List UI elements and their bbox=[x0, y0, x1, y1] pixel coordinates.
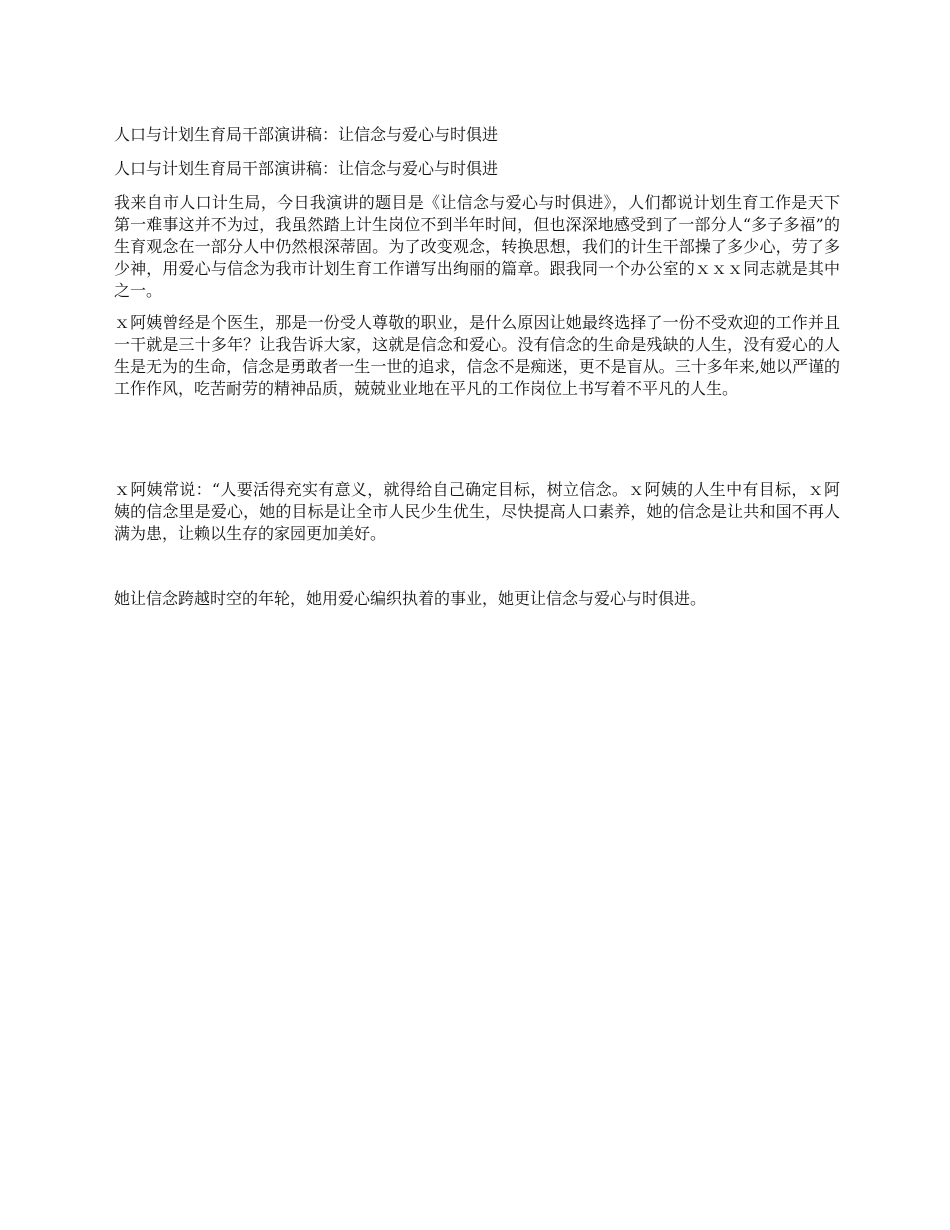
paragraph-closing: 她让信念跨越时空的年轮，她用爱心编织执着的事业，她更让信念与爱心与时俱进。 bbox=[114, 589, 707, 608]
document-page bbox=[114, 124, 840, 610]
paragraph-intro: 我来自市人口计生局，今日我演讲的题目是《让信念与爱心与时俱进》，人们都说计划生育工作是天下第一难事这并不为过，我虽然踏上计生岗位不到半年时间，但也深深地感受到了一部分人“多子多福”的生育观念在一部分人中仍然根深蒂固。为了改变观念，转换思想，我们的计生干部操了多少心，劳了多少神，用爱心与信念为我市计划生育工作谱写出绚丽的篇章。跟我同一个办公室的ｘｘｘ同志就是其中之一。 bbox=[114, 193, 840, 300]
paragraph-quote: ｘ阿姨常说：“人要活得充实有意义，就得给自己确定目标，树立信念。ｘ阿姨的人生中有目标，ｘ阿姨的信念里是爱心，她的目标是让全市人民少生优生，尽快提高人口素养，她的信念是让共和国不再人满为患，让赖以生存的家园更加美好。 bbox=[114, 480, 840, 543]
document-title: 人口与计划生育局干部演讲稿：让信念与爱心与时俱进 bbox=[114, 125, 499, 144]
document-subtitle: 人口与计划生育局干部演讲稿：让信念与爱心与时俱进 bbox=[114, 159, 499, 178]
paragraph-career: ｘ阿姨曾经是个医生，那是一份受人尊敬的职业，是什么原因让她最终选择了一份不受欢迎的工作并且一干就是三十多年？让我告诉大家，这就是信念和爱心。没有信念的生命是残缺的人生，没有爱心的人生是无为的生命，信念是勇敢者一生一世的追求，信念不是痴迷，更不是盲从。三十多年来,她以严谨的工作作风，吃苦耐劳的精神品质，兢兢业业地在平凡的工作岗位上书写着不平凡的人生。 bbox=[114, 313, 840, 398]
